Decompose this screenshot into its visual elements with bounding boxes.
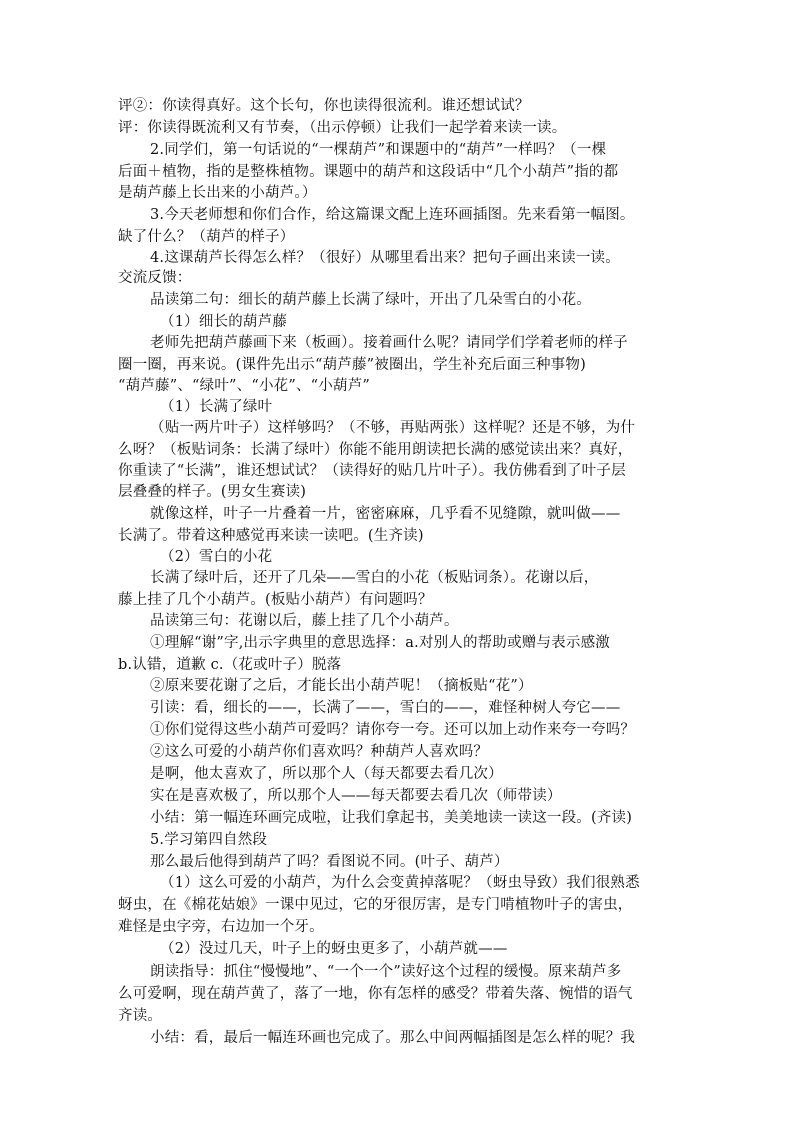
- text-line: 长满了绿叶后，还开了几朵——雪白的小花（板贴词条）。花谢以后，: [150, 570, 599, 586]
- text-line: b.认错，道歉 c.（花或叶子）脱落: [118, 657, 342, 673]
- text-line: （2）雪白的小花: [160, 549, 273, 565]
- text-line: 后面＋植物，指的是整株植物。课题中的葫芦和这段话中“几个小葫芦”指的都: [118, 164, 619, 180]
- text-line: 蚜虫，在《棉花姑娘》一课中见过，它的牙很厉害，是专门啃植物叶子的害虫，: [118, 897, 633, 913]
- text-line: 长满了。带着这种感觉再来读一读吧。(生齐读): [118, 528, 424, 544]
- text-line: ①理解“谢”字,出示字典里的意思选择：a.对别人的帮助或赠与表示感激: [150, 635, 610, 651]
- text-line: 就像这样，叶子一片叠着一片，密密麻麻，几乎看不见缝隙，就叫做——: [150, 506, 621, 522]
- text-line: 小结：第一幅连环画完成啦，让我们拿起书，美美地读一读这一段。(齐读): [150, 810, 633, 826]
- text-line: ②这么可爱的小葫芦你们喜欢吗？种葫芦人喜欢吗？: [150, 744, 489, 760]
- text-line: 3.今天老师想和你们合作，给这篇课文配上连环画插图。先来看第一幅图。: [150, 207, 635, 223]
- text-line: 是葫芦藤上长出来的小葫芦。）: [118, 185, 317, 201]
- text-line: 小结：看，最后一幅连环画也完成了。那么中间两幅插图是怎么样的呢？我: [150, 1030, 636, 1046]
- text-line: 品读第二句：细长的葫芦藤上长满了绿叶，开出了几朵雪白的小花。: [150, 292, 591, 308]
- text-line: 难怪是虫字旁，右边加一个牙。: [118, 919, 324, 935]
- text-line: ①你们觉得这些小葫芦可爱吗？请你夸一夸。还可以加上动作来夸一夸吗？: [150, 722, 636, 738]
- text-line: 评：你读得既流利又有节奏，（出示停顿）让我们一起学着来读一读。: [118, 120, 567, 136]
- text-line: 你重读了“长满”，谁还想试试？（读得好的贴几片叶子）。我仿佛看到了叶子层: [118, 463, 626, 479]
- text-line: ②原来要花谢了之后，才能长出小葫芦呢！（摘板贴“花”）: [150, 678, 533, 694]
- text-line: 么呀？（板贴词条：长满了绿叶）你能不能用朗读把长满的感觉读出来？真好，: [118, 442, 633, 458]
- text-line: 5.学习第四自然段: [150, 832, 268, 848]
- text-line: 缺了什么？（葫芦的样子）: [118, 229, 295, 245]
- text-line: （贴一两片叶子）这样够吗？（不够，再贴两张）这样呢？还是不够，为什: [150, 420, 636, 436]
- text-line: 引读：看，细长的——，长满了——，雪白的——，难怪种树人夸它——: [150, 700, 621, 716]
- text-line: 是啊，他太喜欢了，所以那个人（每天都要去看几次）: [150, 766, 503, 782]
- text-line: 么可爱啊，现在葫芦黄了，落了一地，你有怎样的感受？带着失落、惋惜的语气: [118, 986, 633, 1002]
- text-line: “葫芦藤”、“绿叶”、“小花”、“小葫芦”: [118, 378, 371, 394]
- text-line: （2）没过几天，叶子上的蚜虫更多了，小葫芦就——: [160, 941, 508, 957]
- text-line: 朗读指导：抓住“慢慢地”、“一个一个”读好这个过程的缓慢。原来葫芦多: [150, 964, 622, 980]
- text-line: （1）细长的葫芦藤: [160, 314, 288, 330]
- text-line: 藤上挂了几个小葫芦。(板贴小葫芦）有问题吗？: [118, 592, 433, 608]
- text-line: 齐读。: [118, 1008, 163, 1024]
- text-line: 品读第三句：花谢以后，藤上挂了几个小葫芦。: [150, 613, 459, 629]
- text-line: 老师先把葫芦藤画下来（板画）。接着画什么呢？请同学们学着老师的样子: [150, 335, 628, 351]
- text-line: 评②：你读得真好。这个长句，你也读得很流利。谁还想试试？: [118, 98, 530, 114]
- text-line: （1）这么可爱的小葫芦，为什么会变黄掉落呢？（蚜虫导致）我们很熟悉: [160, 875, 640, 891]
- text-line: 实在是喜欢极了，所以那个人——每天都要去看几次（师带读）: [150, 788, 562, 804]
- text-line: 层叠叠的样子。(男女生赛读): [118, 484, 307, 500]
- text-line: 交流反馈：: [118, 270, 192, 286]
- text-line: 圈一圈，再来说。(课件先出示“葫芦藤”被圈出，学生补充后面三种事物): [118, 357, 586, 373]
- text-line: （1）长满了绿叶: [160, 399, 273, 415]
- text-line: 4.这课葫芦长得怎么样？（很好）从哪里看出来？把句子画出来读一读。: [150, 250, 620, 266]
- text-line: 那么最后他得到葫芦了吗？看图说不同。(叶子、葫芦）: [150, 854, 509, 870]
- text-line: 2.同学们，第一句话说的“一棵葫芦”和课题中的“葫芦”一样吗？（一棵: [150, 142, 607, 158]
